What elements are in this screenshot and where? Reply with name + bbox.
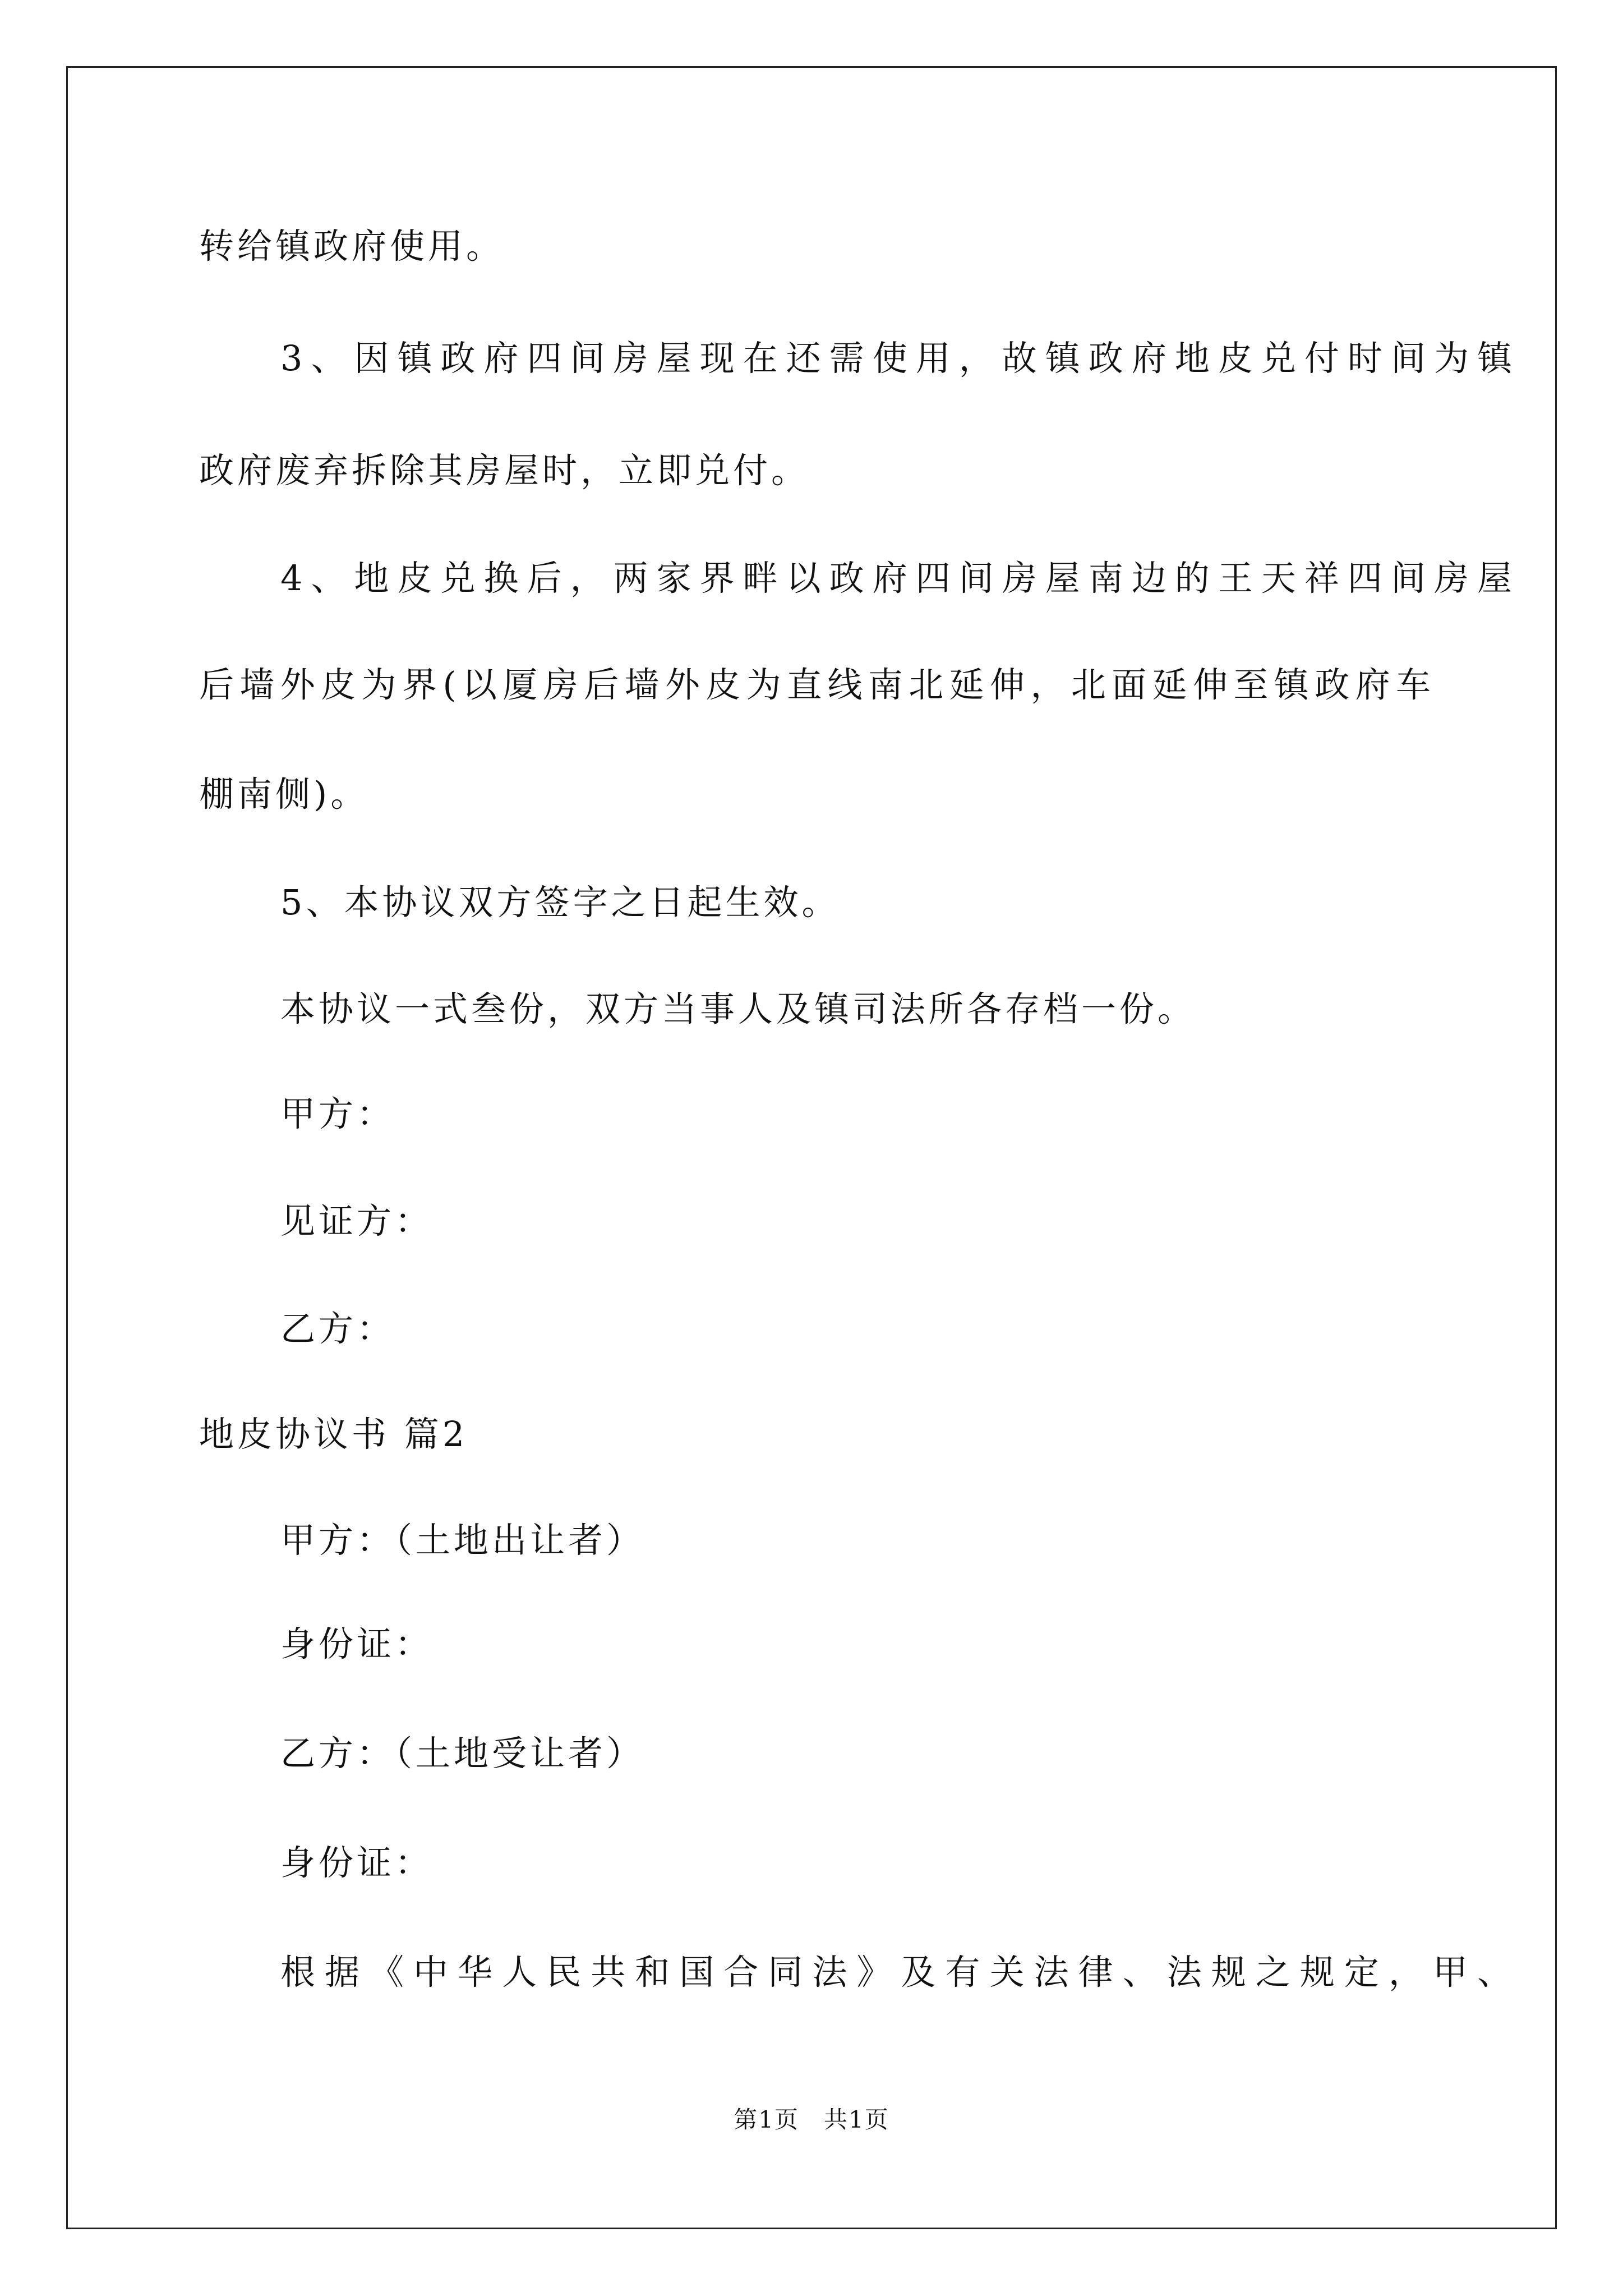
text-line-5: 后墙外皮为界(以厦房后墙外皮为直线南北延伸，北面延伸至镇政府车 <box>199 664 1431 705</box>
text-line-party-b: 乙方： <box>280 1308 395 1349</box>
text-line-party-b-transferee: 乙方：（土地受让者） <box>280 1733 645 1774</box>
text-line-7: 5、本协议双方签字之日起生效。 <box>280 882 840 923</box>
text-line-id-a: 身份证： <box>280 1623 434 1664</box>
text-line-legal-basis: 根据《中华人民共和国合同法》及有关法律、法规之规定，甲、 <box>280 1952 1512 1993</box>
text-line-6: 棚南侧)。 <box>199 774 369 815</box>
text-line-1: 转给镇政府使用。 <box>199 226 505 266</box>
section-heading: 地皮协议书 篇2 <box>199 1414 468 1455</box>
text-line-4: 4、地皮兑换后，两家界畔以政府四间房屋南边的王天祥四间房屋 <box>280 558 1512 599</box>
page-border <box>66 66 1557 2229</box>
text-line-witness: 见证方： <box>280 1200 434 1241</box>
page-footer: 第1页 共1页 <box>734 2106 889 2133</box>
text-line-2: 3、因镇政府四间房屋现在还需使用，故镇政府地皮兑付时间为镇 <box>280 338 1512 379</box>
text-line-party-a: 甲方： <box>280 1093 395 1134</box>
text-line-id-b: 身份证： <box>280 1842 434 1883</box>
text-line-8: 本协议一式叁份，双方当事人及镇司法所各存档一份。 <box>280 988 1196 1029</box>
text-line-3: 政府废弃拆除其房屋时，立即兑付。 <box>199 450 810 491</box>
text-line-party-a-transferor: 甲方：（土地出让者） <box>280 1520 645 1561</box>
